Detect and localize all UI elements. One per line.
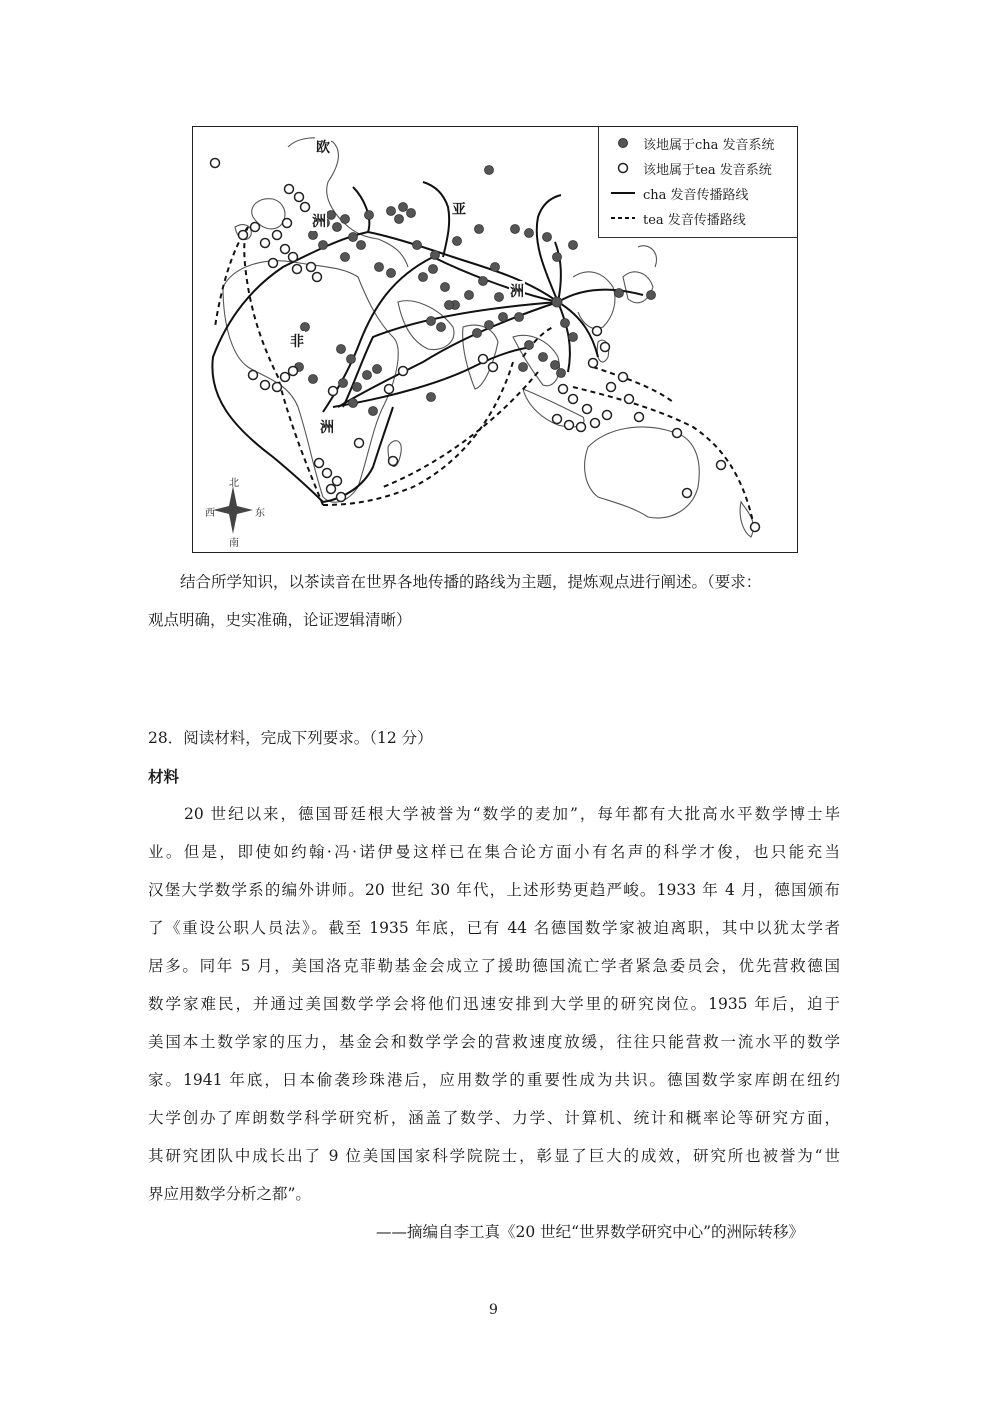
q28-heading: 28．阅读材料，完成下列要求。（12 分） [148,729,433,747]
legend-cha-route: cha 发音传播路线 [609,183,749,203]
dashed-line-icon [609,210,637,226]
page-number: 9 [489,1302,498,1318]
label-asia-1: 亚 [451,199,467,219]
material-line-7: 美国本土数学家的压力，基金会和数学学会的营救速度放缓，往往只能营救一流水平的数学 [148,1033,840,1051]
material-line-9: 大学创办了库朗数学科学研究析，涵盖了数学、力学、计算机、统计和概率论等研究方面， [148,1109,840,1127]
label-africa-2: 洲 [319,417,335,437]
legend-tea-dot: 该地属于tea 发音系统 [609,158,772,178]
material-line-11: 界应用数学分析之都”。 [148,1185,311,1203]
tea-pronunciation-map [192,126,798,553]
label-africa-1: 非 [289,331,305,351]
material-line-10: 其研究团队中成长出了 9 位美国国家科学院院士，彰显了巨大的成效，研究所也被誉为“世 [148,1147,840,1165]
q27-line-1: 结合所学知识，以茶读音在世界各地传播的路线为主题，提炼观点进行阐述。（要求： [180,573,762,591]
material-line-3: 汉堡大学数学系的编外讲师。20 世纪 30 年代，上述形势更趋严峻。1933 年 4 月，德国颁布 [148,881,840,899]
material-line-8: 家。1941 年底，日本偷袭珍珠港后，应用数学的重要性成为共识。德国数学家库朗在纽约 [148,1071,840,1089]
material-line-5: 居多。同年 5 月，美国洛克菲勒基金会成立了援助德国流亡学者紧急委员会，优先营救德国 [148,957,840,975]
map-legend [598,127,797,238]
compass-rose: 北 南 西 东 [203,472,263,547]
legend-tea-route: tea 发音传播路线 [609,208,746,228]
label-asia-2: 洲 [509,281,525,301]
label-europe-1: 欧 [315,137,331,157]
material-label: 材料 [148,768,180,786]
material-line-4: 了《重设公职人员法》。截至 1935 年底，已有 44 名德国数学家被迫离职，其中以犹太学者 [148,919,840,937]
q27-line-2: 观点明确，史实准确，论证逻辑清晰） [148,611,412,629]
material-line-2: 业。但是，即使如约翰·冯·诺伊曼这样已在集合论方面小有名声的科学才俊，也只能充当 [148,843,840,861]
legend-cha-dot: 该地属于cha 发音系统 [609,133,775,153]
solid-line-icon [609,185,637,201]
material-line-1: 20 世纪以来，德国哥廷根大学被誉为“数学的麦加”，每年都有大批高水平数学博士毕 [184,805,840,823]
label-europe-2: 洲 [311,211,327,231]
filled-dot-icon [609,135,637,151]
material-source: ——摘编自李工真《20 世纪“世界数学研究中心”的洲际转移》 [376,1223,805,1241]
open-dot-icon [609,160,637,176]
material-line-6: 数学家难民，并通过美国数学学会将他们迅速安排到大学里的研究岗位。1935 年后，迫于 [148,995,840,1013]
